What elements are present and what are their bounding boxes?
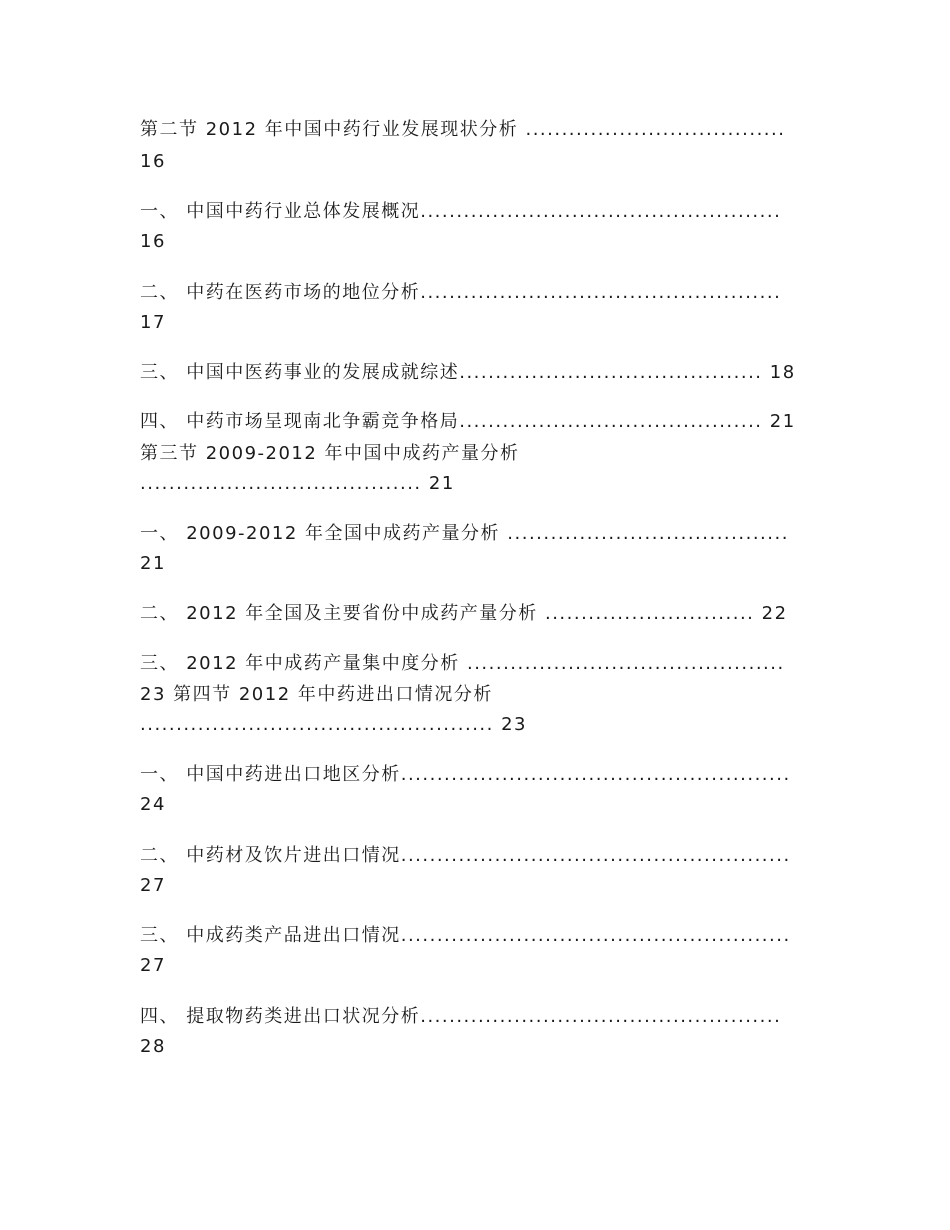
toc-line: 三、 中国中医药事业的发展成就综述.......................................... 18 xyxy=(140,362,796,383)
toc-page-number: 24 xyxy=(140,794,166,815)
toc-line: ................................................. 23 xyxy=(140,714,527,735)
toc-line: 一、 2009-2012 年全国中成药产量分析 ....................................... xyxy=(140,523,789,544)
toc-line: 三、 2012 年中成药产量集中度分析 ............................................ xyxy=(140,653,785,674)
toc-line: 四、 中药市场呈现南北争霸竞争格局.......................................... 21 xyxy=(140,411,796,432)
toc-page-number: 27 xyxy=(140,955,166,976)
toc-line: ....................................... 21 xyxy=(140,473,455,494)
toc-line: 23 第四节 2012 年中药进出口情况分析 xyxy=(140,684,493,705)
toc-line: 一、 中国中药进出口地区分析...................................................... xyxy=(140,764,791,785)
toc-page-number: 28 xyxy=(140,1036,166,1057)
toc-line: 二、 中药材及饮片进出口情况...................................................... xyxy=(140,845,791,866)
toc-page-number: 21 xyxy=(140,553,166,574)
toc-line: 二、 2012 年全国及主要省份中成药产量分析 ............................. 22 xyxy=(140,603,788,624)
toc-page-number: 16 xyxy=(140,151,166,172)
toc-line: 二、 中药在医药市场的地位分析.................................................. xyxy=(140,282,782,303)
toc-line: 四、 提取物药类进出口状况分析.................................................. xyxy=(140,1006,782,1027)
toc-line: 三、 中成药类产品进出口情况...................................................... xyxy=(140,925,791,946)
toc-page-number: 16 xyxy=(140,231,166,252)
toc-page-number: 17 xyxy=(140,312,166,333)
toc-page-number: 27 xyxy=(140,875,166,896)
toc-line: 第二节 2012 年中国中药行业发展现状分析 .................................... xyxy=(140,119,786,140)
toc-line: 一、 中国中药行业总体发展概况.................................................. xyxy=(140,201,782,222)
toc-line: 第三节 2009-2012 年中国中成药产量分析 xyxy=(140,443,520,464)
